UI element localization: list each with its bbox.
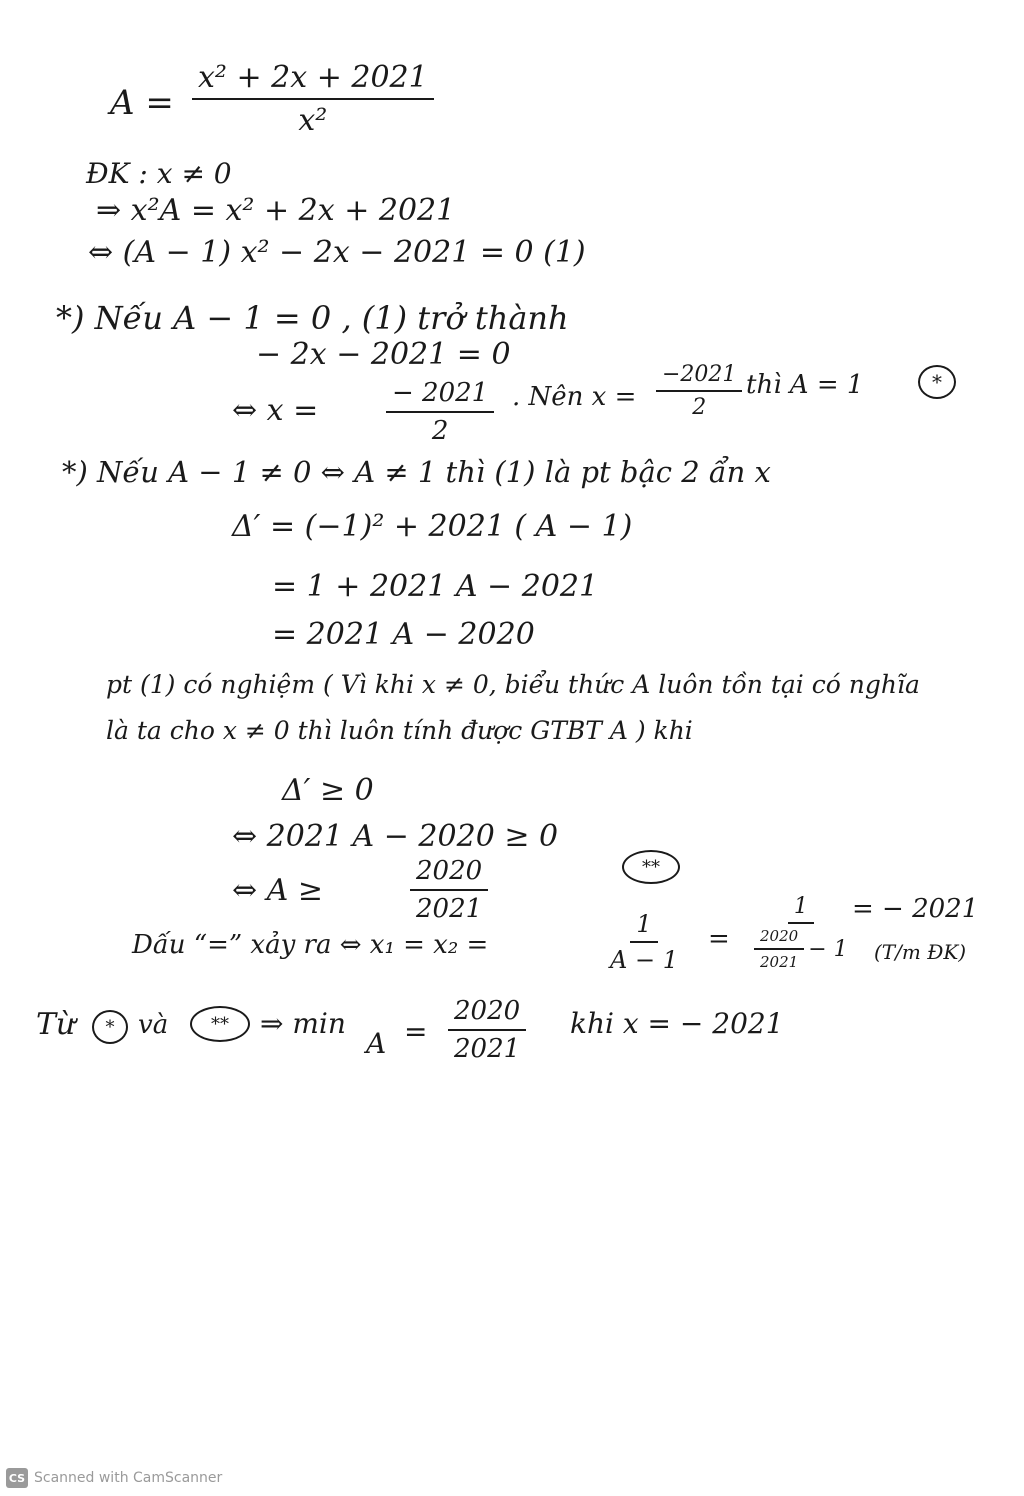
- line-delta-nonneg: Δ′ ≥ 0: [282, 773, 374, 808]
- line-x-value-a: ⇔ x =: [232, 393, 319, 428]
- line-a-lhs: A =: [110, 83, 174, 123]
- fraction-denominator: [748, 924, 854, 971]
- fraction-bound: [410, 856, 488, 924]
- line-explanation-2: là ta cho x ≠ 0 thì luôn tính được GTBT A ) khi: [106, 716, 693, 745]
- fraction-denominator: 2021: [454, 1034, 521, 1064]
- fraction-x-value-2: [656, 362, 742, 420]
- line-conclusion-min-sub: A: [366, 1027, 387, 1060]
- line-discriminant: Δ′ = (−1)² + 2021 ( A − 1): [232, 509, 633, 544]
- line-x-value-c: thì A = 1: [746, 370, 864, 400]
- fraction-denominator: x²: [298, 103, 328, 138]
- line-linear-eq: − 2x − 2021 = 0: [256, 337, 511, 372]
- fraction-numerator: 2020: [448, 996, 526, 1031]
- fraction-numerator: − 2021: [386, 378, 494, 413]
- fraction-x-value: [386, 378, 494, 446]
- line-x-value-b: . Nên x =: [512, 382, 637, 412]
- line-conclusion-when: khi x = − 2021: [570, 1007, 784, 1040]
- line-discriminant-simplify: = 2021 A − 2020: [272, 617, 535, 652]
- line-discriminant-expand: = 1 + 2021 A − 2021: [272, 569, 599, 604]
- fraction-a-definition: [192, 60, 434, 138]
- star-one-circled-mark: *: [918, 365, 956, 399]
- camscanner-logo-icon: CS: [6, 1468, 28, 1488]
- fraction-denominator: 2: [692, 395, 707, 420]
- line-condition: ĐK : x ≠ 0: [86, 157, 232, 190]
- line-condition-check: (T/m ĐK): [874, 940, 967, 964]
- nested-fraction-tail: − 1: [808, 936, 848, 962]
- line-equality-case: Dấu “=” xảy ra ⇔ x₁ = x₂ =: [132, 930, 489, 960]
- line-root-value: = − 2021: [852, 894, 979, 924]
- fraction-denominator: 2: [431, 416, 449, 446]
- fraction-denominator: 2021: [760, 953, 799, 971]
- line-equation-1: ⇔ (A − 1) x² − 2x − 2021 = 0 (1): [88, 235, 586, 270]
- line-conclusion-and: và: [138, 1010, 169, 1040]
- watermark-text: Scanned with CamScanner: [34, 1470, 223, 1486]
- fraction-numerator: 2020: [410, 856, 488, 891]
- star-two-circled-mark: **: [622, 850, 680, 884]
- star-one-ref-mark: *: [92, 1010, 128, 1044]
- fraction-root-2: [748, 894, 854, 971]
- fraction-numerator: 1: [630, 910, 657, 943]
- line-implies: ⇒ x²A = x² + 2x + 2021: [96, 193, 456, 228]
- line-inequality: ⇔ 2021 A − 2020 ≥ 0: [232, 819, 559, 854]
- fraction-root-1: [604, 910, 684, 974]
- camscanner-watermark: [6, 1467, 222, 1489]
- line-case-2: *) Nếu A − 1 ≠ 0 ⇔ A ≠ 1 thì (1) là pt bậc 2 ẩn x: [62, 455, 771, 489]
- line-case-1: *) Nếu A − 1 = 0 , (1) trở thành: [56, 299, 569, 337]
- line-conclusion-eq: =: [404, 1015, 428, 1048]
- line-equality-eq: =: [708, 924, 730, 954]
- fraction-numerator: 1: [788, 894, 814, 924]
- fraction-numerator: −2021: [656, 362, 742, 392]
- fraction-numerator: x² + 2x + 2021: [192, 60, 434, 100]
- fraction-min-value: [448, 996, 526, 1064]
- nested-fraction: [754, 927, 804, 971]
- fraction-denominator: A − 1: [610, 946, 678, 974]
- fraction-numerator: 2020: [754, 927, 804, 950]
- line-conclusion-min: ⇒ min: [260, 1007, 346, 1040]
- star-two-ref-mark: **: [190, 1006, 250, 1042]
- fraction-denominator: 2021: [416, 894, 483, 924]
- line-a-bound: ⇔ A ≥: [232, 873, 324, 908]
- line-conclusion-from: Từ: [36, 1007, 76, 1042]
- line-explanation-1: pt (1) có nghiệm ( Vì khi x ≠ 0, biểu thức A luôn tồn tại có nghĩa: [106, 670, 920, 699]
